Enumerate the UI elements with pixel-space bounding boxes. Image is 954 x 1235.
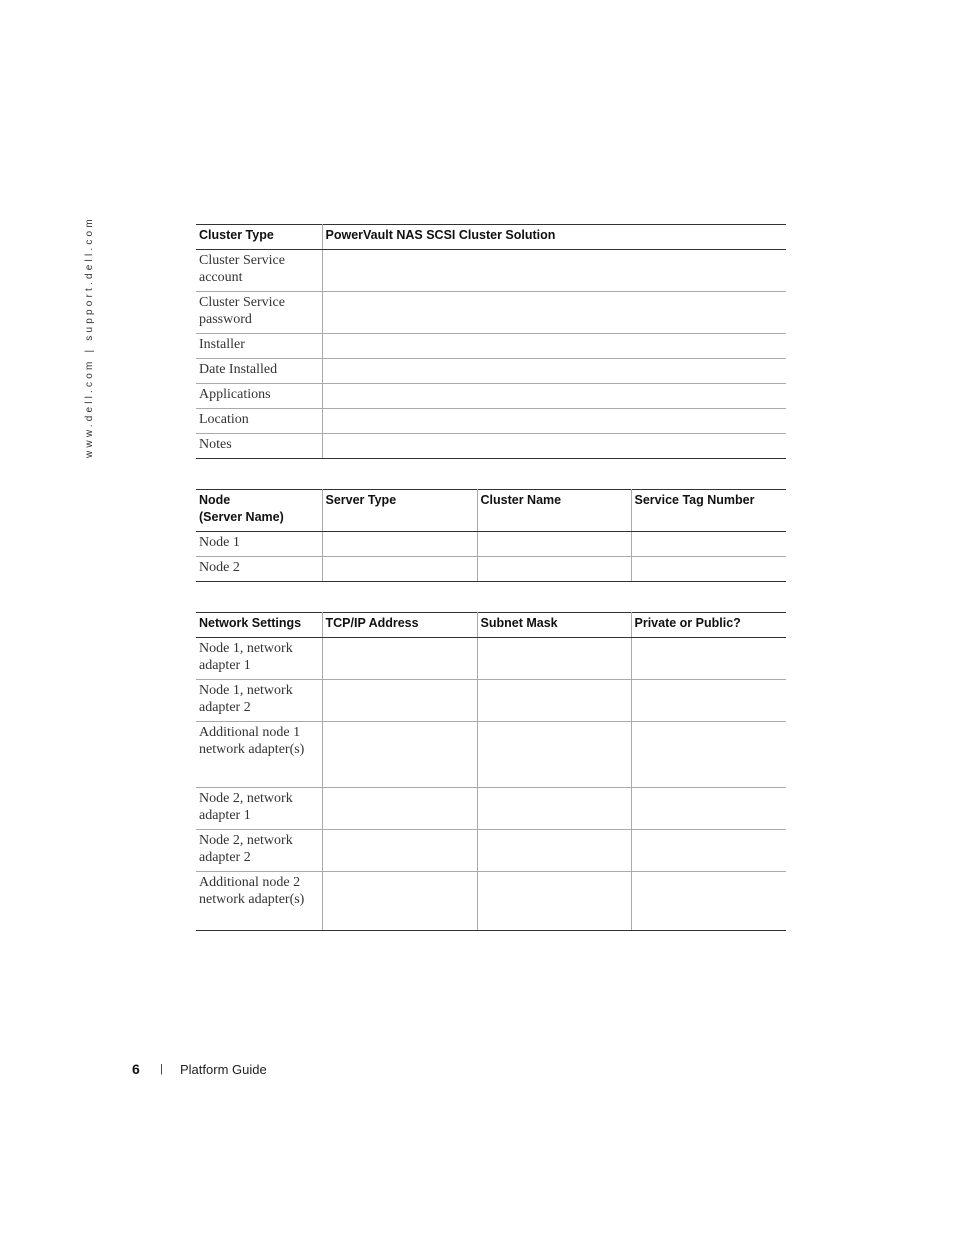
row-label: Node 2, network adapter 2: [196, 830, 322, 872]
value-cell: [322, 557, 477, 582]
header-server-type: Server Type: [322, 490, 477, 532]
value-cell: [477, 557, 631, 582]
table-row: [196, 638, 786, 680]
value-cell: [477, 788, 631, 830]
value-cell: [631, 788, 786, 830]
row-label: Node 1, network adapter 2: [196, 680, 322, 722]
header-node-line1: Node: [199, 493, 231, 507]
value-cell: [322, 434, 786, 459]
row-label: Notes: [196, 434, 322, 459]
value-cell: [477, 722, 631, 788]
table-row: [196, 830, 786, 872]
table-row: [196, 434, 786, 459]
footer-separator: |: [160, 1063, 163, 1075]
cluster-info-table: [196, 224, 786, 459]
row-label: Location: [196, 409, 322, 434]
value-cell: [322, 830, 477, 872]
table-row: [196, 334, 786, 359]
table-header-row: [196, 490, 786, 532]
value-cell: [631, 872, 786, 931]
table-row: [196, 359, 786, 384]
table-row: [196, 557, 786, 582]
side-url: www.dell.com | support.dell.com: [84, 216, 95, 458]
node-table: [196, 489, 786, 582]
page-number: 6: [132, 1061, 140, 1077]
value-cell: [631, 532, 786, 557]
header-subnet: Subnet Mask: [477, 613, 631, 638]
table-row: [196, 872, 786, 931]
row-label: Additional node 1 network adapter(s): [196, 722, 322, 788]
header-cluster-type: Cluster Type: [196, 225, 322, 250]
value-cell: [631, 638, 786, 680]
header-service-tag: Service Tag Number: [631, 490, 786, 532]
row-label: Node 1: [196, 532, 322, 557]
value-cell: [477, 638, 631, 680]
value-cell: [322, 872, 477, 931]
row-label: Cluster Service password: [196, 292, 322, 334]
row-label: Cluster Service account: [196, 250, 322, 292]
value-cell: [322, 334, 786, 359]
table-row: [196, 532, 786, 557]
value-cell: [322, 359, 786, 384]
table-header-row: [196, 225, 786, 250]
table-row: [196, 680, 786, 722]
row-label: Date Installed: [196, 359, 322, 384]
value-cell: [477, 680, 631, 722]
value-cell: [322, 292, 786, 334]
row-label: Node 1, network adapter 1: [196, 638, 322, 680]
row-label: Additional node 2 network adapter(s): [196, 872, 322, 931]
value-cell: [322, 638, 477, 680]
header-node-line2: (Server Name): [199, 510, 284, 524]
table-header-row: [196, 613, 786, 638]
table-row: [196, 384, 786, 409]
header-solution: PowerVault NAS SCSI Cluster Solution: [322, 225, 786, 250]
value-cell: [322, 384, 786, 409]
header-node: [196, 490, 322, 532]
header-private-public: Private or Public?: [631, 613, 786, 638]
value-cell: [631, 830, 786, 872]
value-cell: [322, 722, 477, 788]
row-label: Installer: [196, 334, 322, 359]
table-row: [196, 722, 786, 788]
header-cluster-name: Cluster Name: [477, 490, 631, 532]
row-label: Node 2: [196, 557, 322, 582]
value-cell: [322, 788, 477, 830]
value-cell: [631, 557, 786, 582]
header-network-settings: Network Settings: [196, 613, 322, 638]
footer-title: Platform Guide: [180, 1062, 267, 1077]
value-cell: [322, 532, 477, 557]
value-cell: [631, 680, 786, 722]
value-cell: [322, 409, 786, 434]
value-cell: [631, 722, 786, 788]
header-tcpip: TCP/IP Address: [322, 613, 477, 638]
table-row: [196, 292, 786, 334]
value-cell: [322, 250, 786, 292]
value-cell: [477, 872, 631, 931]
row-label: Applications: [196, 384, 322, 409]
value-cell: [477, 532, 631, 557]
value-cell: [322, 680, 477, 722]
table-row: [196, 788, 786, 830]
value-cell: [477, 830, 631, 872]
row-label: Node 2, network adapter 1: [196, 788, 322, 830]
network-settings-table: [196, 612, 786, 931]
table-row: [196, 409, 786, 434]
table-row: [196, 250, 786, 292]
